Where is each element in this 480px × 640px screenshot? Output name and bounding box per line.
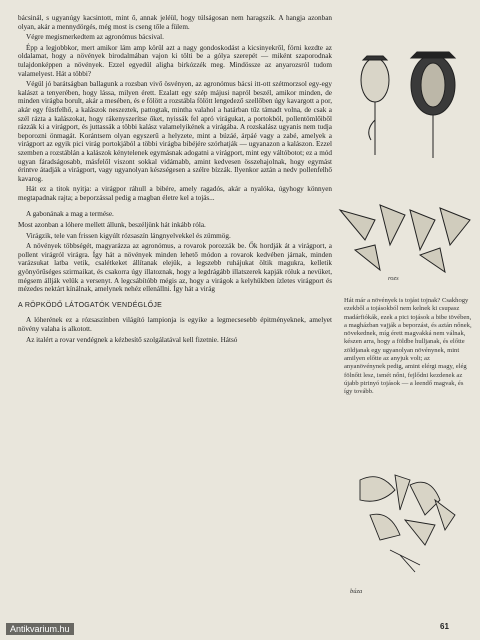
paragraph-5: Hát ez a titok nyitja: a virágpor ráhull a bibére, amely ragadós, akár a nyalóka, úgyhogy könnyen megtapadnak rajta; a beporzással pedig a magban életre kel a tojás... (18, 185, 332, 202)
rye-floret-illustration (335, 200, 475, 280)
flower-stamen-illustration (340, 460, 470, 575)
paragraph-1: bácsinál, s ugyanúgy kacsintott, mint ő, annak jeléül, hogy túlságosan nem haragszik. A hangja azonban olyan, akár a mennydörgés, még most is cseng tőle a fülem. (18, 14, 332, 31)
paragraph-6: A gabonának a mag a termése. (26, 210, 114, 219)
paragraph-3: Épp a legjobbkor, mert amikor lám amp körül azt a nagy gondoskodást a kicsinyekről, förni kezdte az oldalamat, hogy a növények birodalmában vajon ki tölti be a gólya szerepét — miként szaporodnak tulajdonképpen a növények. Ezzel egyedül aligha birkózzék meg. Mindössze az anyarozsról tudom valamelyest. Hát a többi? (18, 43, 332, 78)
section-heading: A RÖPKÖDŐ LÁTOGATÓK VENDÉGLŐJE (18, 301, 163, 309)
caption-buza: búza (350, 588, 363, 595)
poppy-capsule-illustration (345, 40, 475, 160)
paragraph-11: Az italért a rovar vendégnek a kézbesítő szolgálatával kell fizetnie. Hátsó (26, 335, 238, 344)
paragraph-9: A növények többségét, magyarázza az agronómus, a rovarok porozzák be. Ők hordják át a virágport, a pollent virágról virágra. Így hát a növények minden lehető módon a rovarok kedvében járnak, minden varázsukat latba vetik, csalétkeket állítanak elejük, a legszebb ruhájukat öltik magukra, kelletik gyönyörűséges szirmaikat, és csakorra úgy illatoznak, hogy a legdrágább illatszerek kapják róluk a nevüket, mégsem állják velük a versenyt. A legcsábítóbb mégis az, hogy a virágok a kelyhükben ízletes virágport és mézedes nektárt kínálnak, amelynek nehéz ellenállni. Így hát a virág (18, 242, 332, 294)
main-text-column (18, 14, 332, 346)
paragraph-10: A lóherének ez a rózsaszínben világító lampionja is egyike a legmecsesebb épitményeknek, amelyet növény valaha is alkotott. (18, 316, 332, 333)
paragraph-8: Virágzik, tele van frissen kigyúlt rózsaszín lángnyelvekkel és zümmög. (26, 231, 231, 240)
paragraph-7: Most azonban a lóhere mellett állunk, beszéljünk hát inkább róla. (18, 221, 206, 230)
watermark: Antikvarium.hu (6, 623, 74, 635)
sidebar-note: Hát már a növények is tojást tojnak? Csakhogy ezekből a tojásokból nem kelnek ki csupasz madárfiókák, ezek a pici tojások a bibe tövében, a magházban vajják a beporzást, és aztán nőnek, növekednek, míg érett magvakká nem válnak, készen arra, hogy a földbe hulljanak, és előtte zöldjanak egy ugyanolyan növénynek, mint amilyen előtte az anyjuk volt; az anyanövénynek pedig, amint elérgi magy, elég fölnőtt lesz, ismét nőni, fejlődni kezdenek az újabb pirinyó tojások — a leendő magvak, és így tovább. (344, 297, 472, 396)
paragraph-2: Végre megismerkedtem az agronómus bácsival. (26, 33, 164, 42)
caption-rye: rozs (388, 275, 399, 282)
paragraph-4: Végül jó barátságban ballagunk a rozsban vivő ösvényen, az agronómus bácsi itt-ott szétmorzsol egy-egy kalászt a tenyerében, hogy lássa, milyen érett. Ezalatt egy szép májusi napról beszél, amikor minden, de minden virágba borult, akár a mesében, és e fölött a rozstábla fölött lengedező szellőben úgy kavargott a por, akár egy füstfelhő, a kalászok neszeztek, pattogtak, mintha valahol a határban tűz támadt volna, de csak a szél rázta a kalászokat, hogy rákenyszerítse őket, nyissák fel apró virágukat, a portokból, pollentömlőiből rázzák ki a virágport, és juttassák a többi kalász valamelyikének a virágába. A rozskalász ugyanis nem tudja beporozni önmagát. Korántsem olyan egyszerű a helyzete, mint a búzáé, árpáé vagy a zabé, amelyek a virágport az egyik pici virág portokjából a többi virágba bibéjére szórhatják — ugyanazon a kalászon. Ezzel szemben a rozstáblán a kalászok kénytelenek egymásnak adogatni a virágport, mint egy váltóbotot; ez a mód ugyan fáradságosabb, másfelől viszont sokkal vidámabb, amint kedvesen összehajolnak, hogy egymást érintve átadják a virágport, vagy ugyanolyan készségesen a szélre bízzák. Ilyenkor aztán a nedv pollenfelhő kavarog. (18, 80, 332, 183)
page-number: 61 (440, 622, 449, 631)
